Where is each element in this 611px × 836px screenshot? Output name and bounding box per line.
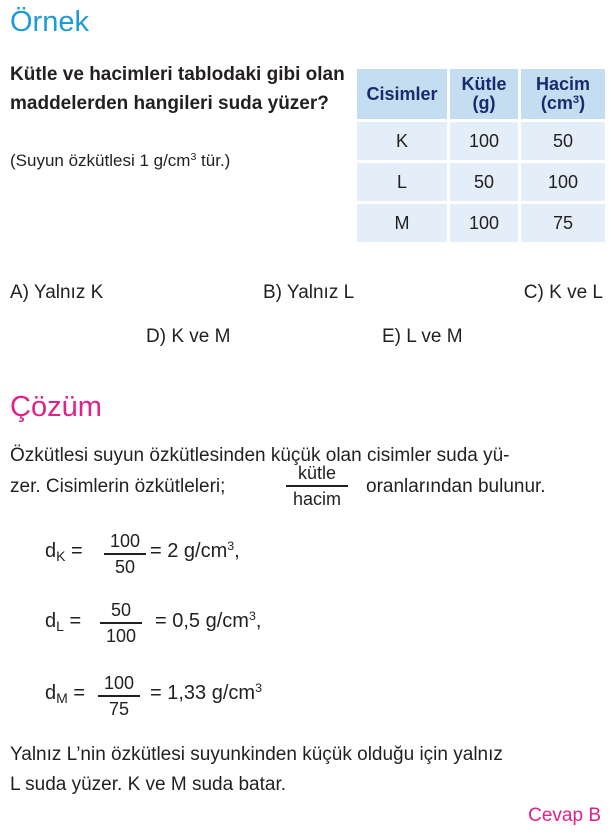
option-e[interactable]: E) L ve M <box>382 326 463 347</box>
row-mass: 100 <box>450 204 518 242</box>
equation-l-lhs: $d_L$ = <box>45 610 82 635</box>
header-mass: Kütle (g) <box>450 69 518 119</box>
equation-m-result: = 1,33 $g/cm^3$ <box>150 681 262 704</box>
equation-m-lhs: $d_M$ = <box>45 682 86 707</box>
row-name: K <box>357 122 447 160</box>
solution-heading: Çözüm <box>10 391 102 423</box>
row-mass: 100 <box>450 122 518 160</box>
conclusion-line-2: L suda yüzer. K ve M suda batar. <box>10 774 287 795</box>
equation-k-lhs: $d_K$ = <box>45 540 83 565</box>
row-volume: 75 <box>521 204 605 242</box>
equation-l-fraction: 50 100 <box>100 599 142 647</box>
option-d[interactable]: D) K ve M <box>146 326 231 347</box>
fraction-numerator: kütle <box>297 463 337 483</box>
equation-k-fraction: 100 50 <box>104 530 146 578</box>
solution-line-2-start: zer. Cisimlerin özkütleleri; <box>10 476 226 497</box>
table-row <box>357 204 605 242</box>
question-text: Kütle ve hacimleri tablodaki gibi olan maddelerden hangileri suda yüzer? <box>10 64 345 114</box>
table-row <box>357 163 605 201</box>
row-volume: 50 <box>521 122 605 160</box>
solution-line-1: Özkütlesi suyun özkütlesinden küçük olan cisimler suda yü- <box>10 445 510 466</box>
row-name: M <box>357 204 447 242</box>
equation-m-fraction: 100 75 <box>98 672 140 720</box>
conclusion-line-1: Yalnız L’nin özkütlesi suyunkinden küçük olduğu için yalnız <box>10 744 503 765</box>
equation-l-result: = 0,5 $g/cm^3$, <box>155 609 262 632</box>
row-name: L <box>357 163 447 201</box>
option-a[interactable]: A) Yalnız K <box>10 282 104 303</box>
table-row <box>357 122 605 160</box>
option-c[interactable]: C) K ve L <box>523 282 603 303</box>
example-heading: Örnek <box>10 6 89 38</box>
fraction-denominator: hacim <box>292 488 341 509</box>
water-density-note: (Suyun özkütlesi 1 $g/cm^3$ tür.) <box>10 151 231 170</box>
data-table <box>354 66 608 245</box>
mass-over-volume-fraction <box>286 462 348 510</box>
solution-line-2-end: oranlarından bulunur. <box>366 476 546 497</box>
row-mass: 50 <box>450 163 518 201</box>
option-b[interactable]: B) Yalnız L <box>263 282 355 303</box>
equation-k-result: = 2 $g/cm^3$, <box>150 539 240 562</box>
header-objects: Cisimler <box>357 69 447 119</box>
answer-label: Cevap B <box>528 805 601 826</box>
header-volume: Hacim $(cm^3)$ <box>521 69 605 119</box>
row-volume: 100 <box>521 163 605 201</box>
table-header-row <box>357 69 605 119</box>
